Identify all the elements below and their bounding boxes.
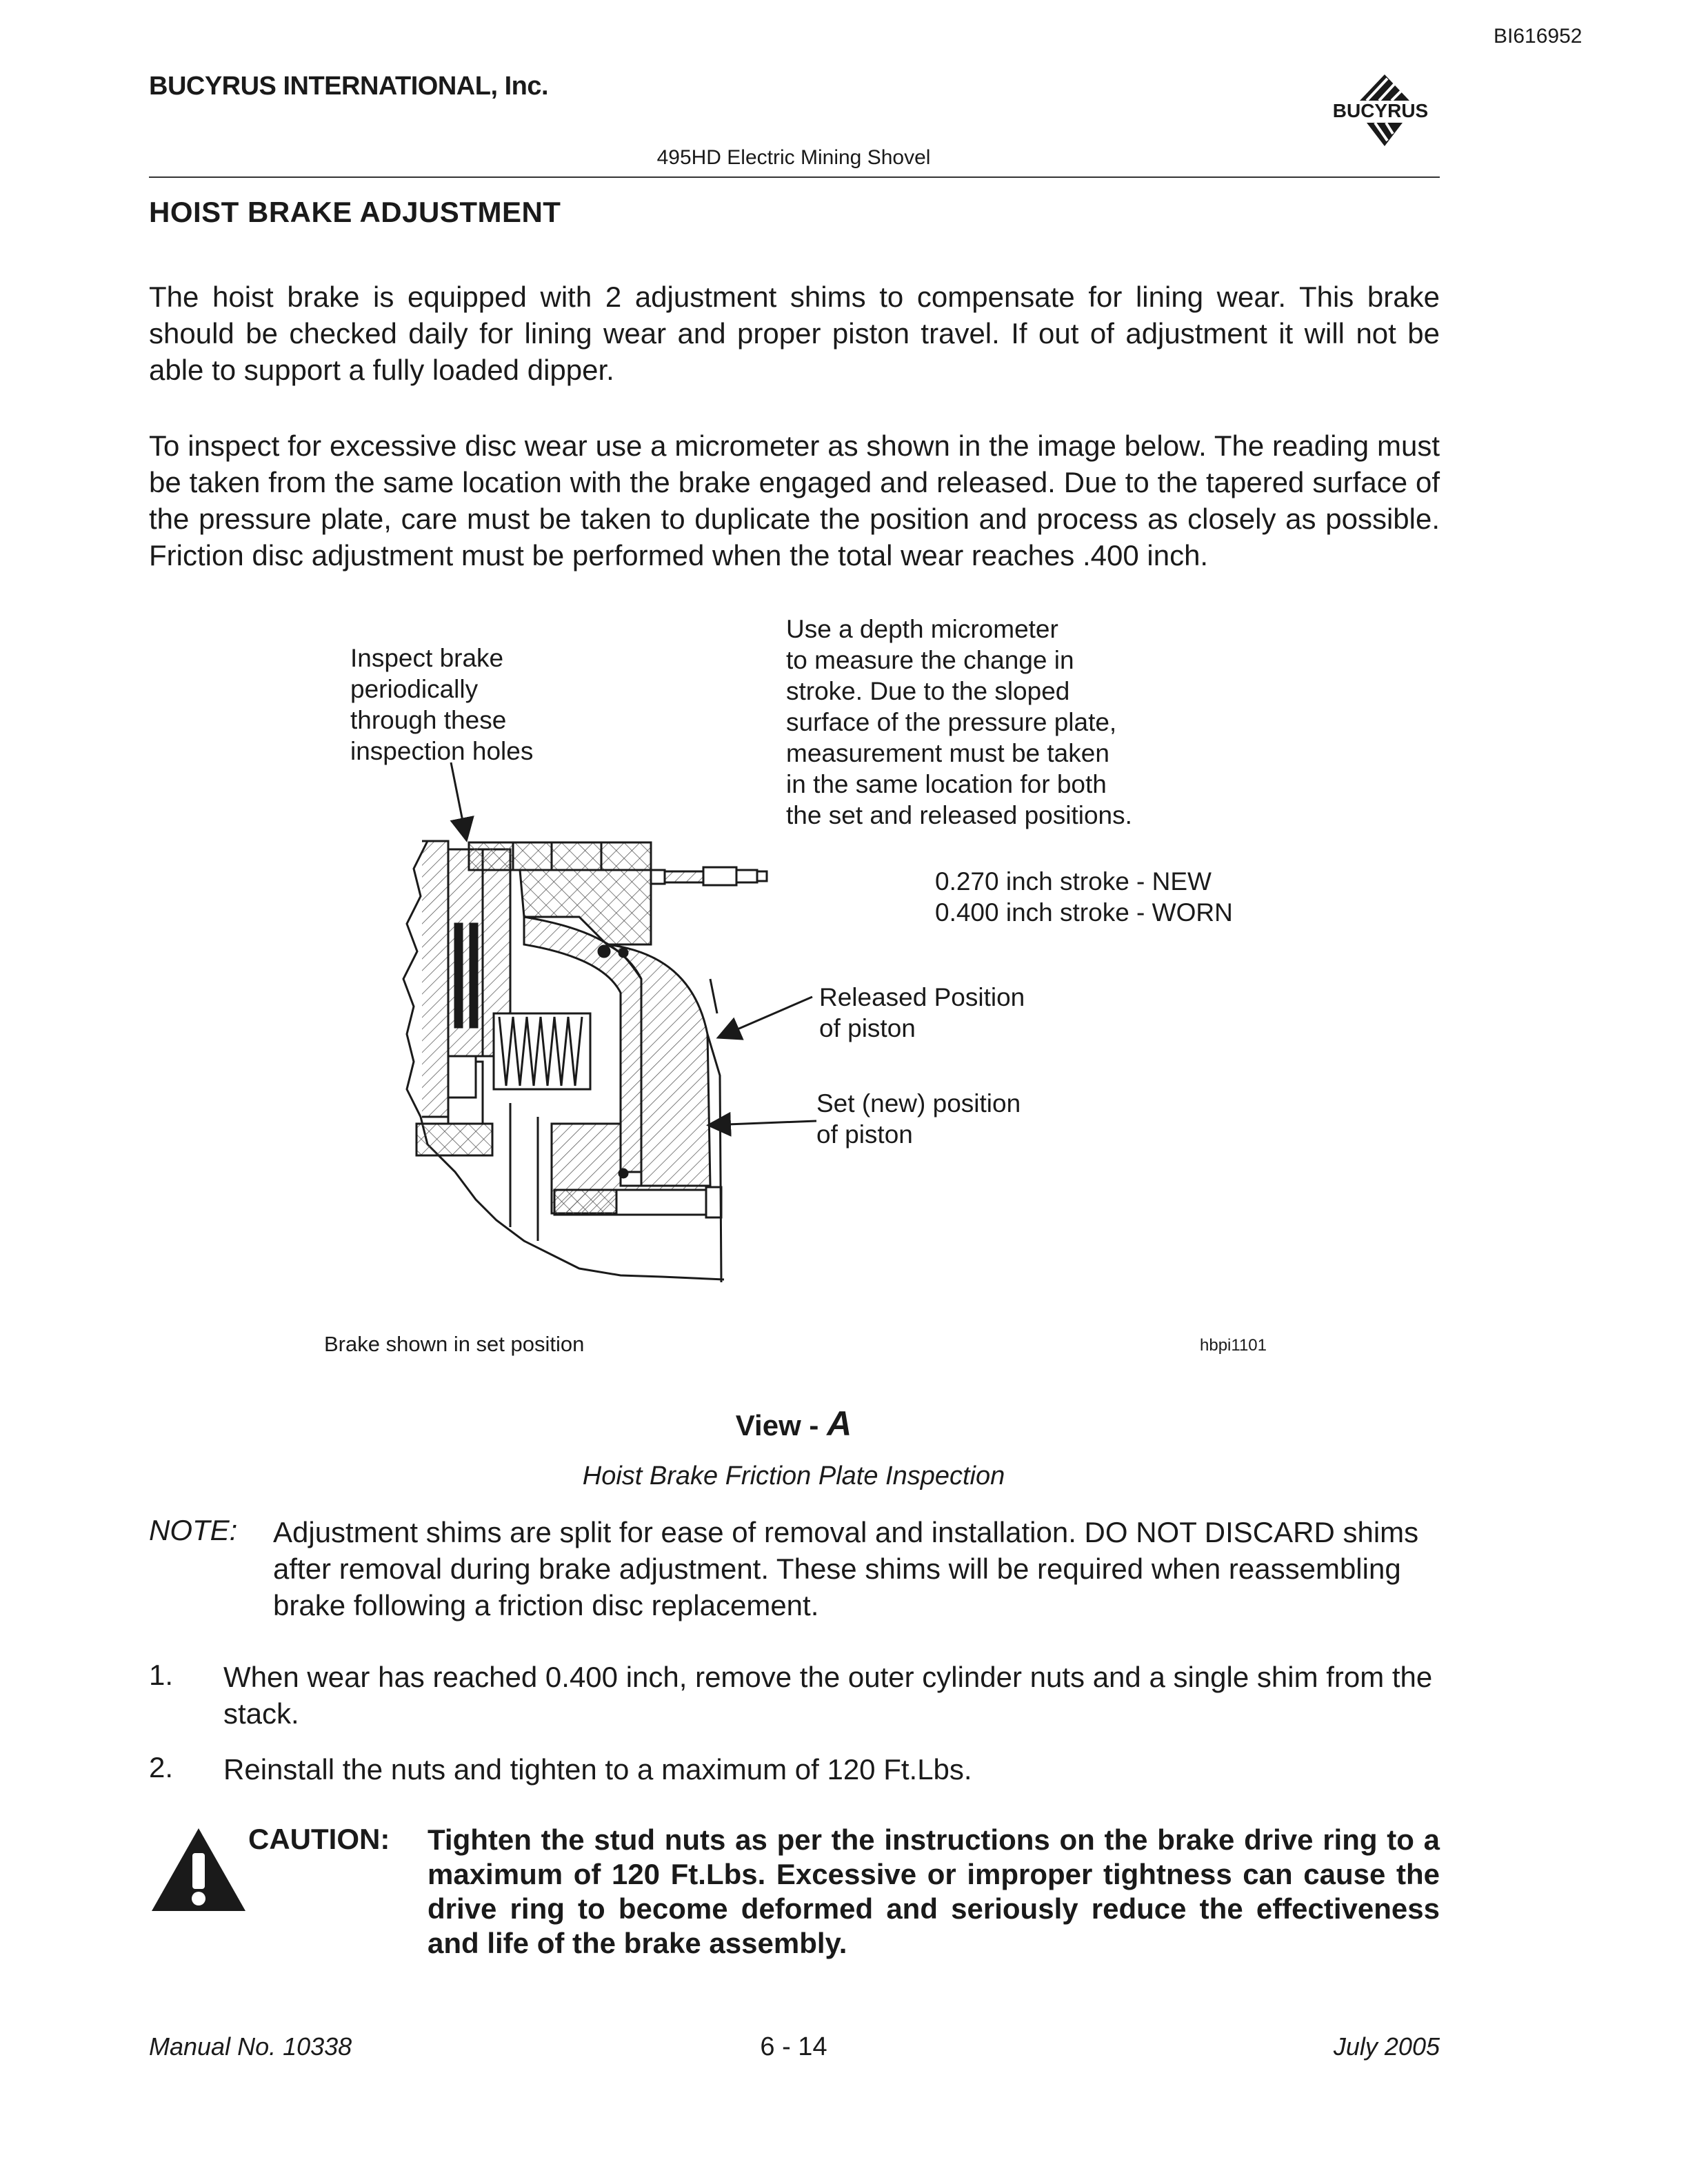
callout-set-position: Set (new) position of piston <box>816 1089 1021 1149</box>
intro-paragraph: The hoist brake is equipped with 2 adjustment shims to compensate for lining wear. This brake should be checked daily for lining wear and proper piston travel. If out of adjustment it will not be able to support a fully loaded dipper. <box>149 281 1440 386</box>
view-title <box>0 1404 1587 1444</box>
logo-text: BUCYRUS <box>1332 100 1429 121</box>
callout-released-position: Released Position of piston <box>819 983 1025 1042</box>
manual-subtitle: 495HD Electric Mining Shovel <box>656 146 931 169</box>
inspection-paragraph: To inspect for excessive disc wear use a micrometer as shown in the image below. The reading must be taken from the same location with the brake engaged and released. Due to the tapered surface of the pressure plate, care must be taken to duplicate the position and process as closely as possible. Friction disc adjustment must be performed when the total wear reaches .400 inch. <box>149 429 1440 572</box>
note-text: Adjustment shims are split for ease of removal and installation. DO NOT DISCARD shims after removal during brake adjustment. These shims will be required when reassembling brake following a friction disc replacement. <box>273 1516 1419 1621</box>
step-text: Reinstall the nuts and tighten to a maximum of 120 Ft.Lbs. <box>223 1753 972 1786</box>
callout-depth-micrometer: Use a depth micrometer to measure the change in stroke. Due to the sloped surface of the pressure plate, measurement must be taken in the same location for both the set and released positions. <box>786 615 1132 829</box>
figure-note-set-position: Brake shown in set position <box>324 1332 585 1356</box>
caution-text: Tighten the stud nuts as per the instructions on the brake drive ring to a maximum of 120 Ft.Lbs. Excessive or improper tightness can cause the drive ring to become deformed and seriously reduce the effectiveness and life of the brake assembly. <box>428 1823 1440 1959</box>
step-number: 1. <box>149 1659 174 1691</box>
bucyrus-logo <box>1318 69 1443 154</box>
figure-caption: Hoist Brake Friction Plate Inspection <box>582 1462 1005 1490</box>
view-letter: A <box>827 1404 852 1443</box>
footer-manual-number: Manual No. 10338 <box>149 2032 352 2061</box>
section-title: HOIST BRAKE ADJUSTMENT <box>149 196 561 228</box>
company-name: BUCYRUS INTERNATIONAL, Inc. <box>149 72 549 101</box>
document-id: BI616952 <box>1494 25 1582 48</box>
warning-triangle-icon <box>149 1826 248 1914</box>
note-label: NOTE: <box>149 1514 238 1546</box>
callout-stroke-values: 0.270 inch stroke - NEW 0.400 inch stroke - WORN <box>935 867 1233 927</box>
figure-code: hbpi1101 <box>1200 1336 1267 1355</box>
step-number: 2. <box>149 1751 174 1783</box>
callout-inspection-holes: Inspect brake periodically through these inspection holes <box>350 644 534 765</box>
footer-date: July 2005 <box>1333 2032 1440 2061</box>
step-text: When wear has reached 0.400 inch, remove the outer cylinder nuts and a single shim from the stack. <box>223 1661 1433 1730</box>
footer-page-number: 6 - 14 <box>760 2032 827 2061</box>
header-divider <box>149 176 1440 178</box>
caution-label: CAUTION: <box>248 1823 390 1855</box>
view-label: View - <box>735 1409 827 1442</box>
